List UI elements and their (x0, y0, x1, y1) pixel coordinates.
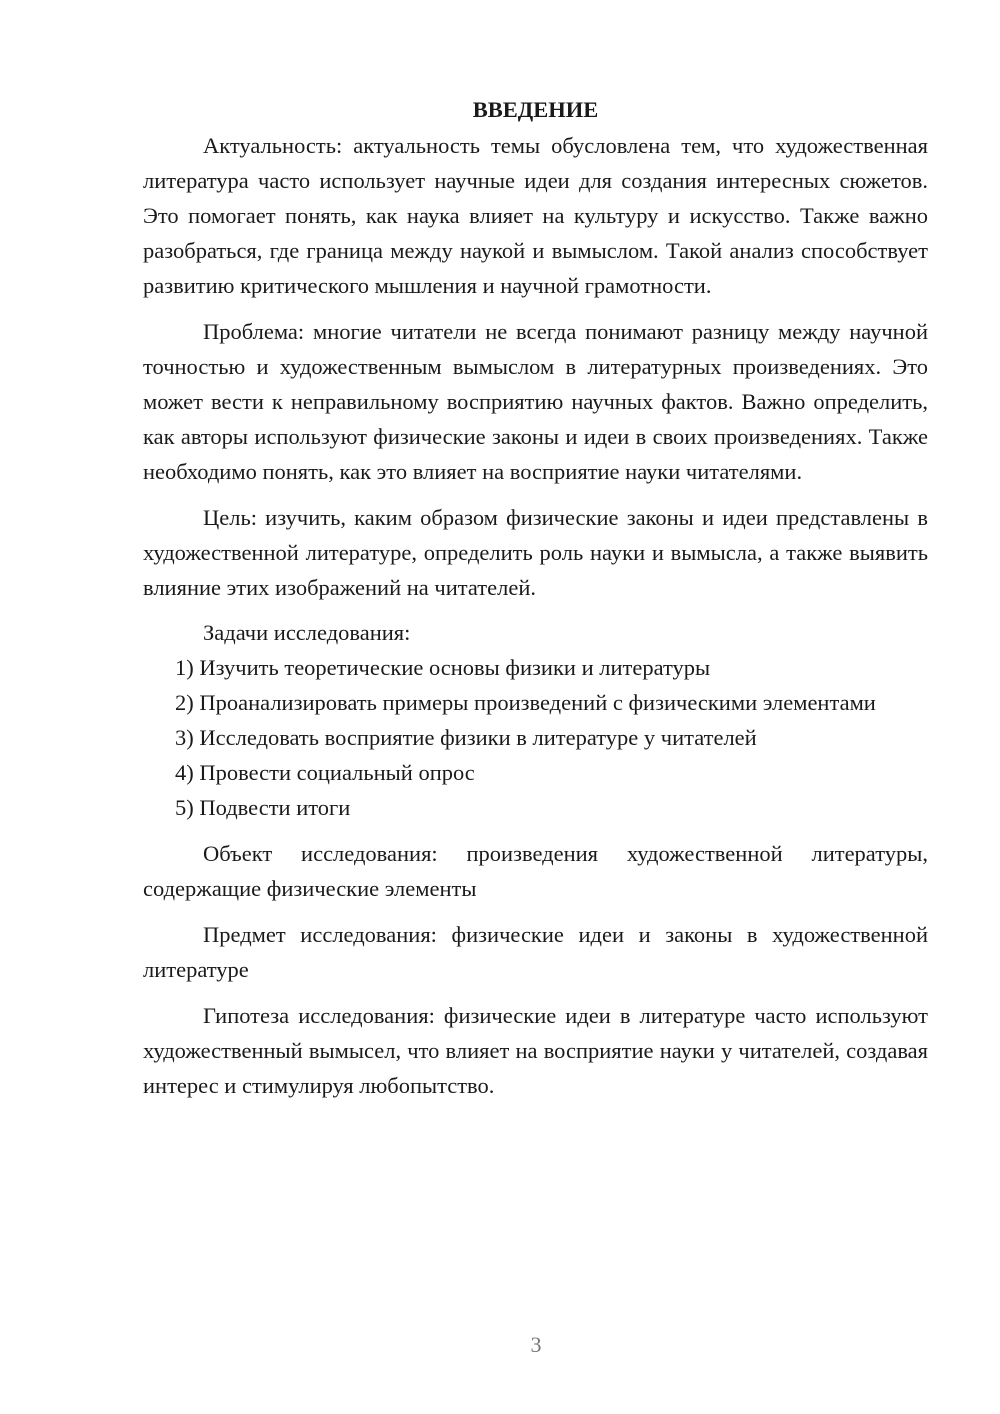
problem-paragraph: Проблема: многие читатели не всегда понимают разницу между научной точностью и художественным вымыслом в литературных произведениях. Это может вести к неправильному восприятию научных фактов. Важно определить, как авторы используют физические законы и идеи в своих произведениях. Также необходимо понять, как это влияет на восприятие науки читателями. (143, 319, 928, 484)
relevance-paragraph: Актуальность: актуальность темы обусловлена тем, что художественная литература часто использует научные идеи для создания интересных сюжетов. Это помогает понять, как наука влияет на культуру и искусство. Также важно разобраться, где граница между наукой и вымыслом. Такой анализ способствует развитию критического мышления и научной грамотности. (143, 133, 928, 298)
page-title: ВВЕДЕНИЕ (472, 97, 599, 122)
page-content (143, 92, 928, 1103)
page-number: 3 (530, 1332, 542, 1357)
hypothesis-paragraph: Гипотеза исследования: физические идеи в литературе часто используют художественный вымысел, что влияет на восприятие науки у читателей, создавая интерес и стимулируя любопытство. (143, 1003, 928, 1098)
goal-paragraph: Цель: изучить, каким образом физические законы и идеи представлены в художественной литературе, определить роль науки и вымысла, а также выявить влияние этих изображений на читателей. (143, 505, 928, 600)
task-item-1: 1) Изучить теоретические основы физики и литературы (175, 655, 711, 680)
task-item-4: 4) Провести социальный опрос (175, 760, 475, 785)
tasks-heading: Задачи исследования: (203, 620, 411, 645)
task-item-2: 2) Проанализировать примеры произведений с физическими элементами (175, 690, 876, 715)
object-paragraph: Объект исследования: произведения художественной литературы, содержащие физические элементы (143, 841, 928, 901)
task-item-5: 5) Подвести итоги (175, 795, 351, 820)
subject-paragraph: Предмет исследования: физические идеи и законы в художественной литературе (143, 922, 928, 982)
task-item-3: 3) Исследовать восприятие физики в литературе у читателей (175, 725, 757, 750)
